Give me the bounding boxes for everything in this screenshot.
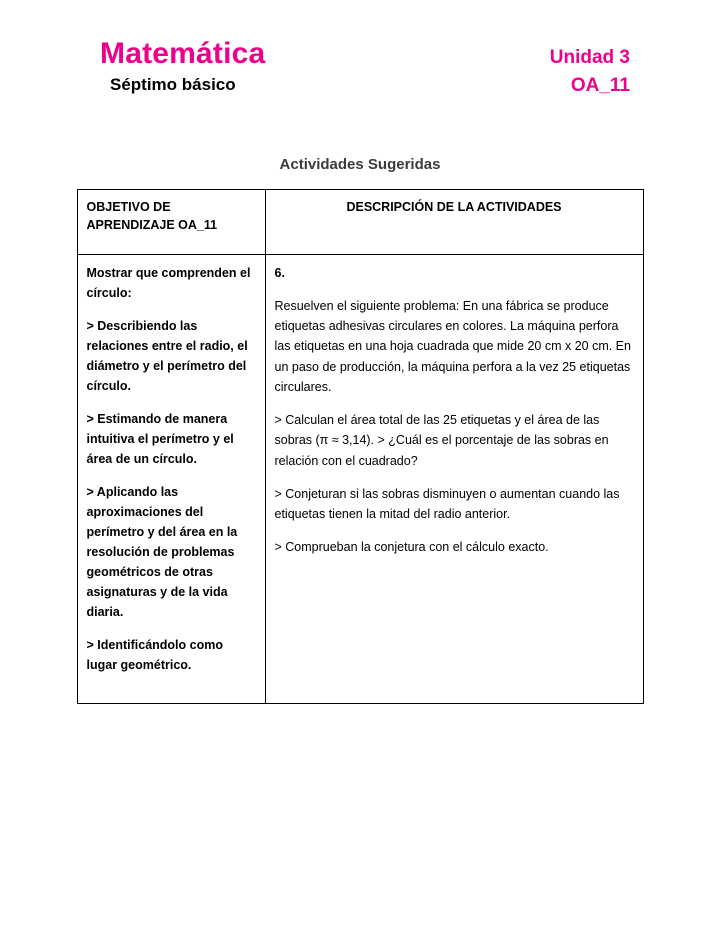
objective-bullet-2: > Estimando de manera intuitiva el perímetro y el área de un círculo. [86, 411, 234, 466]
column-header-description: DESCRIPCIÓN DE LA ACTIVIDADES [265, 189, 643, 254]
activity-paragraph-4: > Comprueban la conjetura con el cálculo exacto. [274, 540, 549, 555]
activity-paragraph-1: Resuelven el siguiente problema: En una fábrica se produce etiquetas adhesivas circulares en colores. La máquina perfora las etiquetas en una hoja cuadrada que mide 20 cm x 20 cm. En un paso de producción, la máquina perfora a la vez 25 etiquetas circulares. [274, 298, 631, 394]
objective-bullet-3: > Aplicando las aproximaciones del perímetro y del área en la resolución de problemas geométricos de otras asignaturas y de la vida diaria. [86, 484, 238, 619]
activity-number: 6. [274, 265, 285, 280]
activity-paragraph-3: > Conjeturan si las sobras disminuyen o aumentan cuando las etiquetas tienen la mitad del radio anterior. [274, 486, 620, 521]
objective-bullet-4: > Identificándolo como lugar geométrico. [86, 637, 223, 672]
header-right-group [550, 38, 630, 98]
subject-level: Séptimo básico [110, 74, 236, 94]
objective-cell [77, 254, 265, 703]
section-title: Actividades Sugeridas [279, 155, 441, 173]
objective-bullet-1: > Describiendo las relaciones entre el radio, el diámetro y el perímetro del círculo. [86, 318, 248, 393]
column-header-objective: OBJETIVO DE APRENDIZAJE OA_11 [77, 189, 265, 254]
activity-paragraph-2: > Calculan el área total de las 25 etiquetas y el área de las sobras (π ≈ 3,14). > ¿Cuál es el porcentaje de las sobras en relación con el cuadrado? [274, 413, 609, 468]
activities-table [77, 189, 644, 704]
page-header [0, 0, 720, 98]
subject-title: Matemática [100, 37, 266, 70]
objective-intro: Mostrar que comprenden el círculo: [86, 265, 251, 300]
table-row [77, 254, 643, 703]
activity-cell [265, 254, 643, 703]
header-left-group [100, 38, 265, 94]
unit-label: Unidad 3 [549, 47, 630, 68]
oa-label: OA_11 [570, 74, 630, 96]
table-header-row [77, 189, 643, 254]
